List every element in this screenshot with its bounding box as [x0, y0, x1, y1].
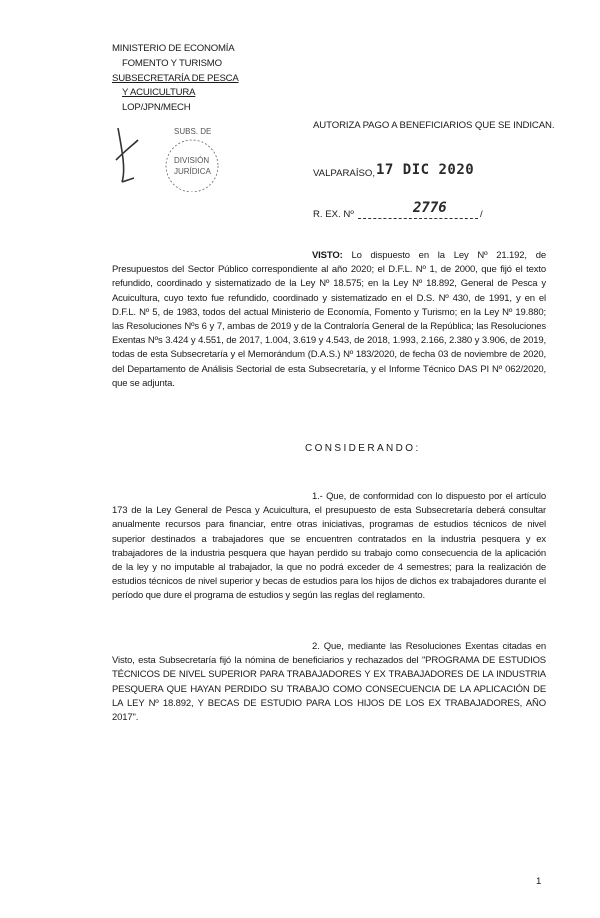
- considerando-paragraph-2: 2. Que, mediante las Resoluciones Exentas citadas en Visto, esta Subsecretaría fijó la nómina de beneficiarios y rechazados del "PROGRAMA DE ESTUDIOS TÉCNICOS DE NIVEL SUPERIOR PARA TRABAJADORES Y EX TRABAJADORES DE LA INDUSTRIA PESQUERA QUE HAYAN PERDIDO SU TRABAJO COMO CONSECUENCIA DE LA APLICACIÓN DE LA LEY Nº 18.892, Y BECAS DE ESTUDIO PARA LOS HIJOS DE LOS EX TRABAJADORES, AÑO 2017".: [112, 641, 546, 724]
- stamp-text-juridica: JURÍDICA: [174, 167, 211, 176]
- resolution-label: R. EX. Nº: [313, 209, 354, 220]
- resolution-slash: /: [480, 209, 483, 220]
- letterhead-subsecretaria: SUBSECRETARÍA DE PESCA: [112, 72, 239, 84]
- stamp-seal-icon: [112, 120, 228, 192]
- stamp-text-top: SUBS. DE: [174, 127, 212, 136]
- resolution-number: 2776: [413, 200, 447, 216]
- letterhead-initials: LOP/JPN/MECH: [122, 102, 191, 114]
- document-date-stamp: 17 DIC 2020: [376, 162, 475, 178]
- letterhead-ministry: MINISTERIO DE ECONOMÍA: [112, 43, 235, 54]
- stamp-text-division: DIVISIÓN: [174, 156, 210, 165]
- resolution-number-line: [358, 218, 478, 219]
- visto-label: VISTO:: [312, 250, 343, 261]
- considerando-paragraph-1: 1.- Que, de conformidad con lo dispuesto por el artículo 173 de la Ley General de Pesca y Acuicultura, el presupuesto de esta Subsecretaría deberá consultar anualmente recursos para financiar, entre otras iniciativas, programas de estudios técnicos de nivel superior destinados a trabajadores que se encuentren contratados en la industria pesquera y ex trabajadores de la industria pesquera que hayan perdido su trabajo como consecuencia de la aplicación de la ley y no imputable al trabajador, la que no podrá exceder de 4 semestres; para la realización de estudios técnicos de nivel superior y becas de estudios para los hijos de dichos ex trabajadores durante el período que dure el programa de estudios y según las reglas del reglamento.: [112, 491, 546, 602]
- division-stamp: [112, 120, 228, 192]
- visto-paragraph: [112, 249, 546, 391]
- document-place: VALPARAÍSO,: [313, 168, 376, 179]
- page-number: 1: [536, 876, 542, 887]
- letterhead-subsecretaria-2: Y ACUICULTURA: [122, 87, 196, 99]
- considerando-heading: CONSIDERANDO:: [305, 443, 421, 454]
- letterhead-ministry-2: FOMENTO Y TURISMO: [122, 57, 222, 69]
- letterhead: [112, 42, 252, 116]
- document-subject: AUTORIZA PAGO A BENEFICIARIOS QUE SE INDICAN.: [313, 120, 555, 131]
- visto-text: Lo dispuesto en la Ley Nº 21.192, de Presupuestos del Sector Público correspondiente al año 2020; el D.F.L. Nº 1, de 2000, que fijó el texto refundido, coordinado y sistematizado de la Ley Nº 18.575; en la Ley Nº 18.892, General de Pesca y Acuicultura, cuyo texto fue refundido, coordinado y sistematizado en el D.S. Nº 430, de 1991, y en el D.F.L. Nº 5, de 1983, todos del actual Ministerio de Economía, Fomento y Turismo; en la Ley Nº 19.880; las Resoluciones Nºs 6 y 7, ambas de 2019 y de la Contraloría General de la República; las Resoluciones Exentas Nºs 3.424 y 4.551, de 2017, 1.004, 3.619 y 4.543, de 2018, 1.993, 2.166, 2.380 y 3.906, de 2019, todas de esta Subsecretaría y el Memorándum (D.A.S.) Nº 183/2020, de fecha 03 de noviembre de 2020, del Departamento de Análisis Sectorial de esta Subsecretaría, y el Informe Técnico DAS PI Nº 062/2020, que se adjunta.: [112, 250, 546, 389]
